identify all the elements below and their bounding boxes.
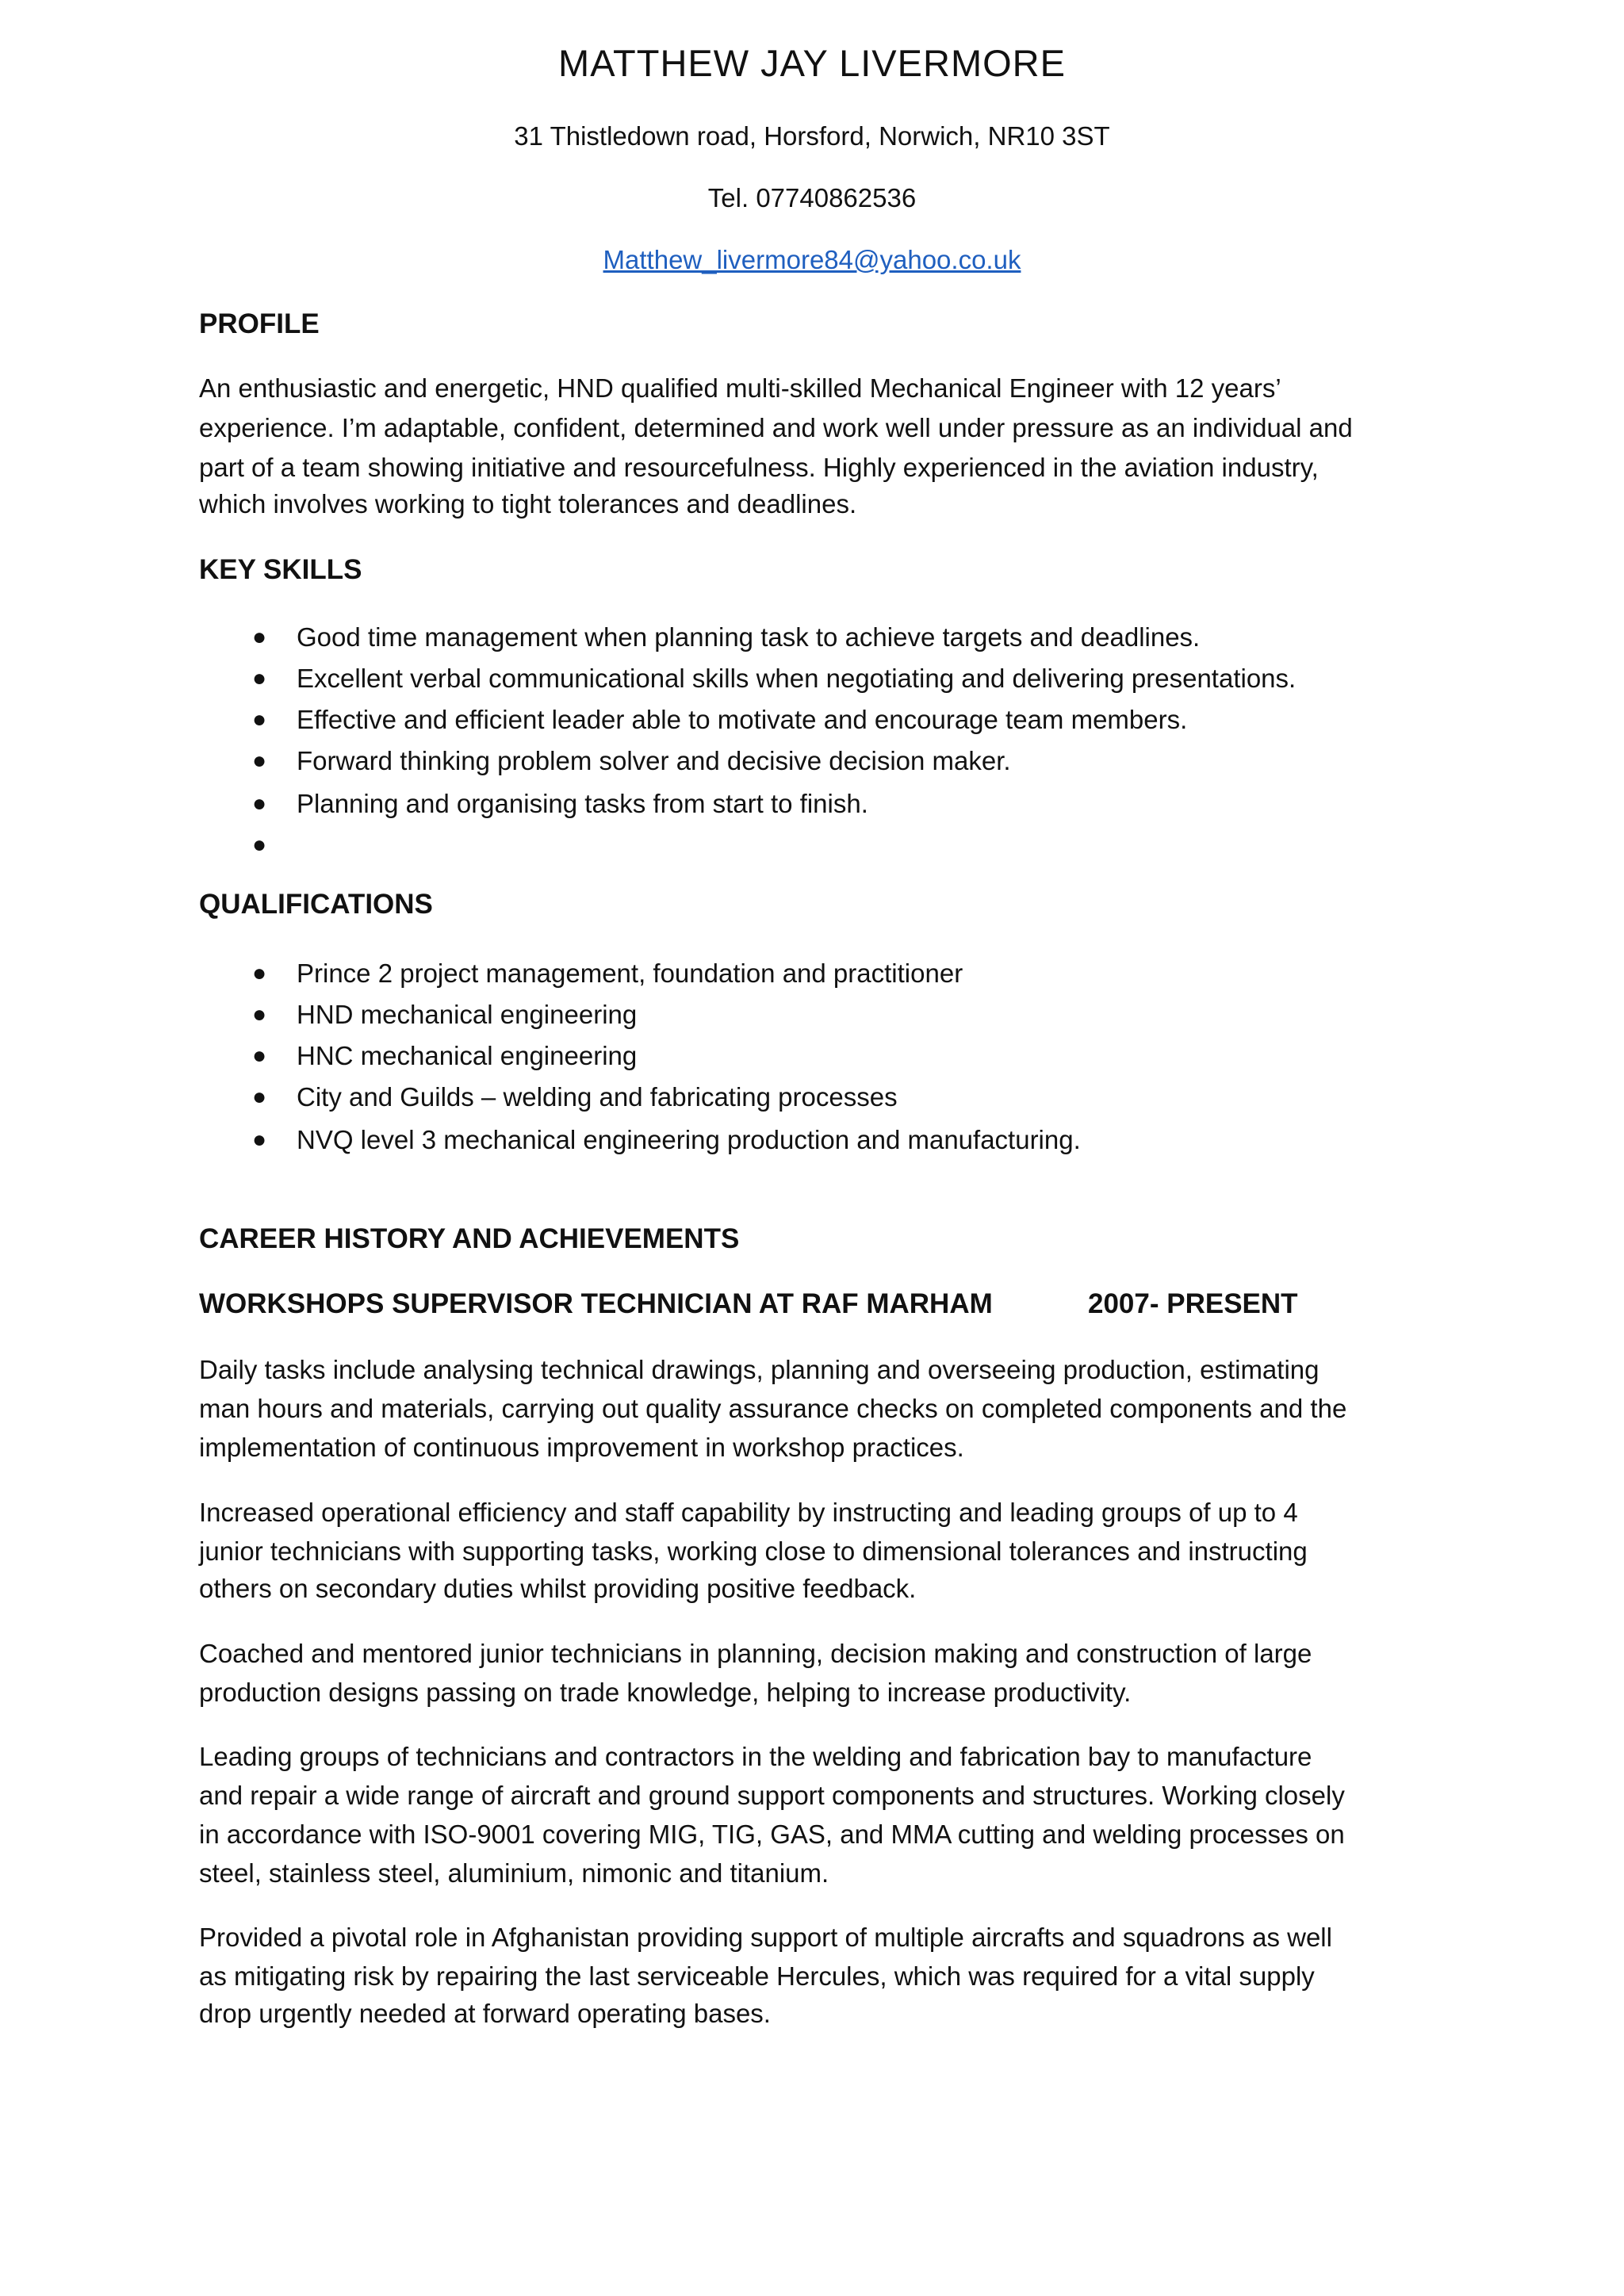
bullet-icon: ● (252, 624, 267, 650)
candidate-name: MATTHEW JAY LIVERMORE (558, 42, 1066, 84)
skill-item: Excellent verbal communicational skills when negotiating and delivering presentations. (297, 664, 1297, 693)
skill-item: Forward thinking problem solver and decisive decision maker. (297, 746, 1011, 775)
bullet-icon: ● (252, 832, 267, 858)
career-heading: CAREER HISTORY AND ACHIEVEMENTS (199, 1223, 740, 1254)
bullet-icon: ● (252, 790, 267, 817)
qualification-item: City and Guilds – welding and fabricating processes (297, 1082, 898, 1112)
bullet-icon: ● (252, 1084, 267, 1110)
bullet-icon: ● (252, 665, 267, 691)
career-paragraph-line: Daily tasks include analysing technical drawings, planning and overseeing production, estimating (199, 1355, 1320, 1384)
bullet-icon: ● (252, 748, 267, 774)
career-paragraph-line: Provided a pivotal role in Afghanistan providing support of multiple aircrafts and squadrons as well (199, 1923, 1332, 1952)
qualification-item: Prince 2 project management, foundation and practitioner (297, 959, 963, 988)
address-line: 31 Thistledown road, Horsford, Norwich, NR10 3ST (514, 121, 1110, 151)
bullet-icon: ● (252, 706, 267, 733)
email-link[interactable]: Matthew_livermore84@yahoo.co.uk (603, 245, 1021, 274)
key-skills-heading: KEY SKILLS (199, 554, 362, 585)
career-paragraph-line: man hours and materials, carrying out quality assurance checks on completed components and the (199, 1394, 1347, 1423)
profile-line: An enthusiastic and energetic, HND qualified multi-skilled Mechanical Engineer with 12 years’ (199, 373, 1281, 403)
bullet-icon: ● (252, 1043, 267, 1069)
skill-item: Good time management when planning task to achieve targets and deadlines. (297, 622, 1201, 652)
phone-line: Tel. 07740862536 (707, 183, 917, 212)
qualification-item: HNC mechanical engineering (297, 1041, 638, 1070)
email-line (0, 244, 1624, 276)
career-paragraph-line: steel, stainless steel, aluminium, nimonic and titanium. (199, 1858, 829, 1888)
career-paragraph-line: implementation of continuous improvement in workshop practices. (199, 1433, 964, 1462)
career-paragraph-line: in accordance with ISO-9001 covering MIG, TIG, GAS, and MMA cutting and welding processes on (199, 1820, 1345, 1849)
profile-line: which involves working to tight tolerances and deadlines. (199, 489, 857, 519)
qualification-item: HND mechanical engineering (297, 1000, 638, 1029)
career-paragraph-line: junior technicians with supporting tasks, working close to dimensional tolerances and instructing (199, 1536, 1308, 1566)
qualification-item: NVQ level 3 mechanical engineering production and manufacturing. (297, 1125, 1081, 1154)
skill-item: Effective and efficient leader able to motivate and encourage team members. (297, 705, 1188, 734)
bullet-icon: ● (252, 1001, 267, 1027)
qualifications-heading: QUALIFICATIONS (199, 889, 433, 920)
career-paragraph-line: others on secondary duties whilst providing positive feedback. (199, 1574, 917, 1603)
skill-item: Planning and organising tasks from start to finish. (297, 789, 868, 818)
career-paragraph-line: drop urgently needed at forward operating bases. (199, 1999, 771, 2028)
bullet-icon: ● (252, 1127, 267, 1153)
career-paragraph-line: and repair a wide range of aircraft and ground support components and structures. Working closely (199, 1781, 1345, 1810)
bullet-icon: ● (252, 960, 267, 986)
profile-line: experience. I’m adaptable, confident, determined and work well under pressure as an individual and (199, 413, 1353, 442)
career-paragraph-line: Increased operational efficiency and staff capability by instructing and leading groups of up to 4 (199, 1498, 1298, 1527)
career-paragraph-line: Coached and mentored junior technicians in planning, decision making and construction of large (199, 1639, 1312, 1668)
role-title: WORKSHOPS SUPERVISOR TECHNICIAN AT RAF MARHAM (199, 1288, 993, 1319)
profile-heading: PROFILE (199, 308, 320, 339)
profile-line: part of a team showing initiative and resourcefulness. Highly experienced in the aviation industry, (199, 453, 1319, 482)
career-paragraph-line: Leading groups of technicians and contractors in the welding and fabrication bay to manufacture (199, 1742, 1312, 1771)
career-paragraph-line: production designs passing on trade knowledge, helping to increase productivity. (199, 1678, 1132, 1707)
career-paragraph-line: as mitigating risk by repairing the last serviceable Hercules, which was required for a vital supply (199, 1961, 1315, 1991)
role-dates: 2007- PRESENT (1088, 1288, 1298, 1319)
